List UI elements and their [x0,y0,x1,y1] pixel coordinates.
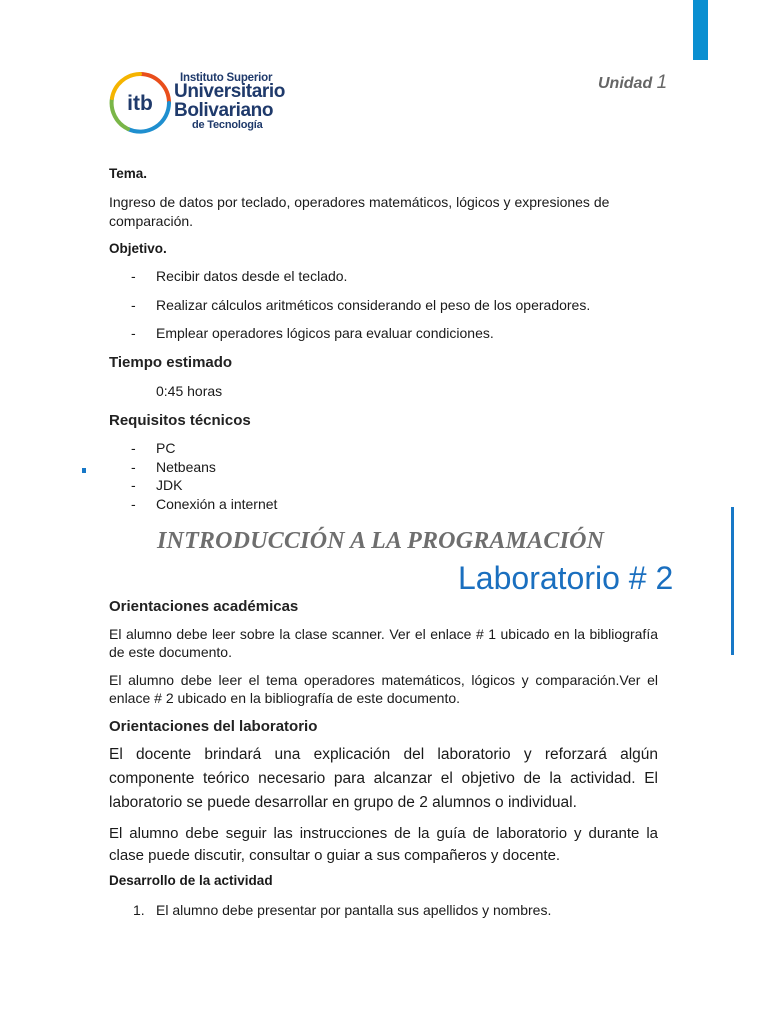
orientaciones-academicas-p2: El alumno debe leer el tema operadores matemáticos, lógicos y comparación.Ver el enlace # 2 ubicado en la bibliografía de este documento. [109,672,658,706]
desarrollo-heading: Desarrollo de la actividad [109,873,273,888]
unit-label-text: Unidad [598,75,653,92]
step-text: El alumno debe presentar por pantalla sus apellidos y nombres. [156,902,552,918]
logo-text-line4: de Tecnología [192,119,263,131]
orientaciones-laboratorio-p2: El alumno debe seguir las instrucciones de la guía de laboratorio y durante la clase puede discutir, consultar o guiar a sus compañeros y docente. [109,825,658,864]
logo-text-line1: Instituto Superior [180,72,273,84]
objetivo-heading: Objetivo. [109,241,167,256]
requisito-item: Netbeans [156,459,216,475]
tiempo-heading: Tiempo estimado [109,354,233,371]
logo-text-line3: Bolivariano [174,100,274,121]
top-accent-bar [693,0,708,60]
orientaciones-laboratorio-heading: Orientaciones del laboratorio [109,718,318,735]
lab-title: Laboratorio # 2 [458,560,674,596]
institution-logo [108,70,290,136]
list-dash: - [131,268,136,284]
course-title: INTRODUCCIÓN A LA PROGRAMACIÓN [157,528,605,554]
requisitos-heading: Requisitos técnicos [109,412,251,429]
list-dash: - [131,297,136,313]
requisito-item: PC [156,440,176,456]
side-accent-bar [731,507,734,655]
orientaciones-laboratorio-p1: El docente brindará una explicación del laboratorio y reforzará algún componente teórico necesario para alcanzar el objetivo de la actividad. El laboratorio se puede desarrollar en grupo de 2 alumnos o individual. [109,746,658,811]
step-number: 1. [133,902,145,918]
list-dash: - [131,440,136,456]
requisito-item: Conexión a internet [156,496,278,512]
unit-label [598,72,667,94]
objetivo-item: Realizar cálculos aritméticos considerando el peso de los operadores. [156,297,591,313]
svg-text:itb: itb [127,92,153,115]
itb-logo-mark-icon [108,70,172,136]
list-dash: - [131,325,136,341]
tema-heading: Tema. [109,166,148,181]
unit-number: 1 [656,72,668,93]
list-dash: - [131,477,136,493]
orientaciones-academicas-p1: El alumno debe leer sobre la clase scanner. Ver el enlace # 1 ubicado en la bibliografía de este documento. [109,626,658,660]
list-dash: - [131,496,136,512]
requisito-item: JDK [156,477,183,493]
tema-text: Ingreso de datos por teclado, operadores matemáticos, lógicos y expresiones de comparación. [109,194,610,229]
list-dash: - [131,459,136,475]
margin-dot [82,468,86,473]
tiempo-value: 0:45 horas [156,383,223,399]
objetivo-item: Emplear operadores lógicos para evaluar condiciones. [156,325,494,341]
logo-text-line2: Universitario [174,81,285,102]
orientaciones-academicas-heading: Orientaciones académicas [109,598,299,615]
objetivo-item: Recibir datos desde el teclado. [156,268,348,284]
